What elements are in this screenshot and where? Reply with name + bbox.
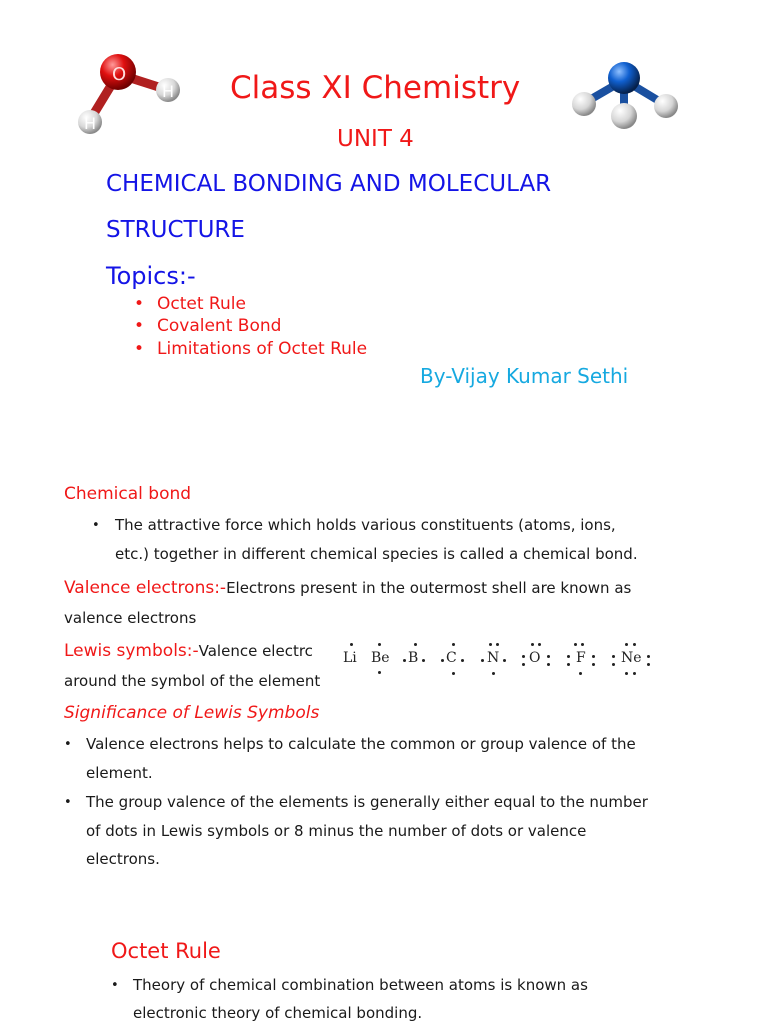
electron-dot xyxy=(579,672,582,675)
electron-dot xyxy=(625,672,628,675)
unit-heading-line-2: STRUCTURE xyxy=(106,217,245,243)
electron-dot xyxy=(547,655,550,658)
water-molecule-icon xyxy=(70,50,190,140)
lewis-symbol-n: N xyxy=(487,650,500,666)
water-atom-label-h1: H xyxy=(162,82,175,101)
electron-dot xyxy=(378,643,381,646)
chemical-bond-definition-line: The attractive force which holds various constituents (atoms, ions, xyxy=(115,516,616,534)
significance-bullet-line: The group valence of the elements is generally either equal to the number xyxy=(86,793,648,811)
ammonia-molecule-icon xyxy=(568,60,683,135)
electron-dot xyxy=(522,655,525,658)
topics-label: Topics:- xyxy=(106,262,196,290)
lewis-symbols-heading: Lewis symbols:- xyxy=(64,641,199,661)
lewis-dot-symbols-figure xyxy=(338,638,658,682)
electron-dot xyxy=(567,663,570,666)
electron-dot xyxy=(633,672,636,675)
electron-dot xyxy=(414,643,417,646)
electron-dot xyxy=(612,663,615,666)
bullet-icon: • xyxy=(111,978,119,993)
electron-dot xyxy=(592,663,595,666)
electron-dot xyxy=(452,672,455,675)
lewis-symbols-line xyxy=(64,638,313,664)
electron-dot xyxy=(612,655,615,658)
bullet-icon: • xyxy=(134,339,145,359)
lewis-symbol-f: F xyxy=(576,650,586,666)
electron-dot xyxy=(574,643,577,646)
bullet-icon: • xyxy=(134,294,145,314)
electron-dot xyxy=(378,671,381,674)
topic-item xyxy=(134,339,144,359)
significance-bullet-line: element. xyxy=(86,764,153,782)
electron-dot xyxy=(492,672,495,675)
electron-dot xyxy=(481,659,484,662)
electron-dot xyxy=(461,659,464,662)
bullet-icon: • xyxy=(64,795,72,810)
electron-dot xyxy=(503,659,506,662)
bullet-icon: • xyxy=(92,518,100,533)
electron-dot xyxy=(633,643,636,646)
electron-dot xyxy=(522,663,525,666)
topic-item-label: Covalent Bond xyxy=(157,316,282,336)
significance-bullet-line: electrons. xyxy=(86,850,160,868)
chemical-bond-definition-line: etc.) together in different chemical species is called a chemical bond. xyxy=(115,545,638,563)
lewis-symbols-text-cont: around the symbol of the element xyxy=(64,672,321,690)
topic-item xyxy=(134,316,144,336)
octet-rule-heading: Octet Rule xyxy=(111,939,221,963)
electron-dot xyxy=(647,663,650,666)
electron-dot xyxy=(547,663,550,666)
electron-dot xyxy=(581,643,584,646)
electron-dot xyxy=(441,659,444,662)
electron-dot xyxy=(489,643,492,646)
water-atom-label-o: O xyxy=(112,64,127,85)
valence-electrons-line xyxy=(64,575,631,601)
octet-rule-bullet-line: Theory of chemical combination between atoms is known as xyxy=(133,976,588,994)
significance-bullet-line: Valence electrons helps to calculate the common or group valence of the xyxy=(86,735,636,753)
significance-heading: Significance of Lewis Symbols xyxy=(64,703,320,723)
slide-title: Class XI Chemistry xyxy=(230,70,521,106)
lewis-symbols-text: Valence electrc xyxy=(198,642,313,660)
electron-dot xyxy=(531,643,534,646)
bullet-icon: • xyxy=(134,316,145,336)
electron-dot xyxy=(403,659,406,662)
lewis-symbol-o: O xyxy=(529,650,541,666)
bullet-icon: • xyxy=(64,737,72,752)
topic-item xyxy=(134,294,144,314)
lewis-symbol-li: Li xyxy=(343,650,357,666)
lewis-symbol-ne: Ne xyxy=(621,650,642,666)
electron-dot xyxy=(496,643,499,646)
lewis-symbol-c: C xyxy=(446,650,457,666)
unit-heading-line-1: CHEMICAL BONDING AND MOLECULAR xyxy=(106,171,552,197)
unit-label: UNIT 4 xyxy=(337,126,414,152)
electron-dot xyxy=(350,643,353,646)
electron-dot xyxy=(647,655,650,658)
octet-rule-bullet-line: electronic theory of chemical bonding. xyxy=(133,1004,423,1022)
topic-item-label: Limitations of Octet Rule xyxy=(157,339,368,359)
lewis-symbol-b: B xyxy=(408,650,419,666)
valence-electrons-heading: Valence electrons:- xyxy=(64,578,227,598)
chemical-bond-heading: Chemical bond xyxy=(64,484,192,504)
significance-bullet-line: of dots in Lewis symbols or 8 minus the number of dots or valence xyxy=(86,822,587,840)
electron-dot xyxy=(567,655,570,658)
valence-electrons-text-cont: valence electrons xyxy=(64,609,197,627)
water-atom-label-h2: H xyxy=(84,114,97,133)
electron-dot xyxy=(422,659,425,662)
electron-dot xyxy=(625,643,628,646)
electron-dot xyxy=(592,655,595,658)
electron-dot xyxy=(538,643,541,646)
topic-item-label: Octet Rule xyxy=(157,294,246,314)
valence-electrons-text: Electrons present in the outermost shell are known as xyxy=(226,579,632,597)
author-credit: By-Vijay Kumar Sethi xyxy=(420,364,629,388)
electron-dot xyxy=(452,643,455,646)
lewis-symbol-be: Be xyxy=(371,650,390,666)
